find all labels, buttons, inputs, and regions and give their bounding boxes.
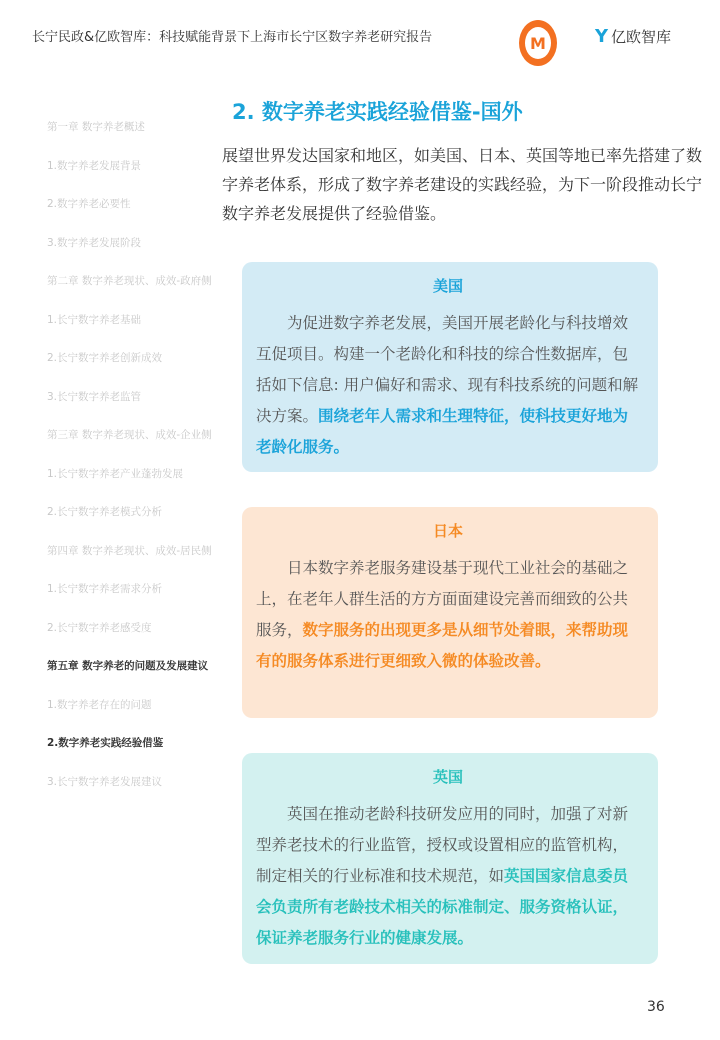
toc-item[interactable]: 1.长宁数字养老基础 bbox=[47, 313, 142, 326]
card-title: 英国 bbox=[432, 768, 463, 786]
yiou-logo bbox=[595, 26, 671, 47]
card-body: 英国在推动老龄科技研发应用的同时，加强了对新型养老技术的行业监管，授权或设置相应的监管机构，制定相关的行业标准和技术规范，如 bbox=[256, 805, 629, 885]
table-of-contents bbox=[47, 119, 227, 812]
intro-paragraph: 展望世界发达国家和地区，如美国、日本、英国等地已率先搭建了数字养老体系，形成了数字养老建设的实践经验，为下一阶段推动长宁数字养老发展提供了经验借鉴。 bbox=[222, 146, 703, 223]
toc-item[interactable]: 3.数字养老发展阶段 bbox=[47, 236, 142, 249]
toc-item[interactable]: 1.长宁数字养老需求分析 bbox=[47, 583, 163, 595]
yiou-logo-text: 亿欧智库 bbox=[611, 28, 672, 46]
toc-item-active-chapter[interactable]: 第五章 数字养老的问题及发展建议 bbox=[47, 660, 209, 672]
card-text bbox=[256, 308, 640, 463]
toc-item[interactable]: 1.数字养老发展背景 bbox=[47, 159, 142, 172]
page-title: 2. 数字养老实践经验借鉴-国外 bbox=[232, 100, 523, 124]
toc-item[interactable]: 3.长宁数字养老发展建议 bbox=[47, 775, 163, 788]
page-number: 36 bbox=[647, 999, 665, 1015]
card-body: 日本数字养老服务建设基于现代工业社会的基础之上，在老年人群生活的方方面面建设完善而细致的公共服务， bbox=[256, 559, 629, 639]
card-highlight: 数字服务的出现更多是从细节处着眼，来帮助现有的服务体系进行更细致入微的体验改善。 bbox=[256, 621, 629, 670]
card-body: 为促进数字养老发展，美国开展老龄化与科技增效互促项目。构建一个老龄化和科技的综合性数据库，包括如下信息: 用户偏好和需求、现有科技系统的问题和解决方案。 bbox=[256, 314, 639, 425]
toc-item[interactable]: 1.数字养老存在的问题 bbox=[47, 698, 152, 711]
report-header-title: 长宁民政&亿欧智库：科技赋能背景下上海市长宁区数字养老研究报告 bbox=[32, 30, 433, 45]
card-japan bbox=[242, 507, 658, 718]
yiou-logo-icon: Y bbox=[595, 26, 609, 47]
card-highlight: 英国国家信息委员会负责所有老龄技术相关的标准制定、服务资格认证，保证养老服务行业的健康发展。 bbox=[256, 867, 629, 947]
card-uk bbox=[242, 753, 658, 964]
toc-item[interactable]: 1.长宁数字养老产业蓬勃发展 bbox=[47, 467, 184, 480]
toc-item[interactable]: 3.长宁数字养老监管 bbox=[47, 390, 142, 403]
civil-affairs-logo: M bbox=[519, 20, 557, 66]
card-text bbox=[256, 799, 640, 954]
toc-item[interactable]: 第二章 数字养老现状、成效-政府侧 bbox=[47, 275, 212, 287]
card-title: 日本 bbox=[432, 522, 463, 540]
card-title: 美国 bbox=[432, 277, 463, 295]
toc-item-current[interactable]: 2.数字养老实践经验借鉴 bbox=[47, 737, 164, 749]
toc-item[interactable]: 第四章 数字养老现状、成效-居民侧 bbox=[47, 544, 212, 557]
toc-item[interactable]: 第一章 数字养老概述 bbox=[47, 121, 145, 133]
card-usa bbox=[242, 262, 658, 472]
toc-item[interactable]: 2.长宁数字养老创新成效 bbox=[47, 352, 163, 364]
toc-item[interactable]: 2.长宁数字养老模式分析 bbox=[47, 506, 163, 518]
toc-item[interactable]: 2.长宁数字养老感受度 bbox=[47, 621, 152, 634]
toc-item[interactable]: 第三章 数字养老现状、成效-企业侧 bbox=[47, 429, 212, 441]
toc-item[interactable]: 2.数字养老必要性 bbox=[47, 198, 131, 210]
card-highlight: 围绕老年人需求和生理特征，使科技更好地为老龄化服务。 bbox=[256, 407, 629, 456]
card-text bbox=[256, 553, 640, 677]
